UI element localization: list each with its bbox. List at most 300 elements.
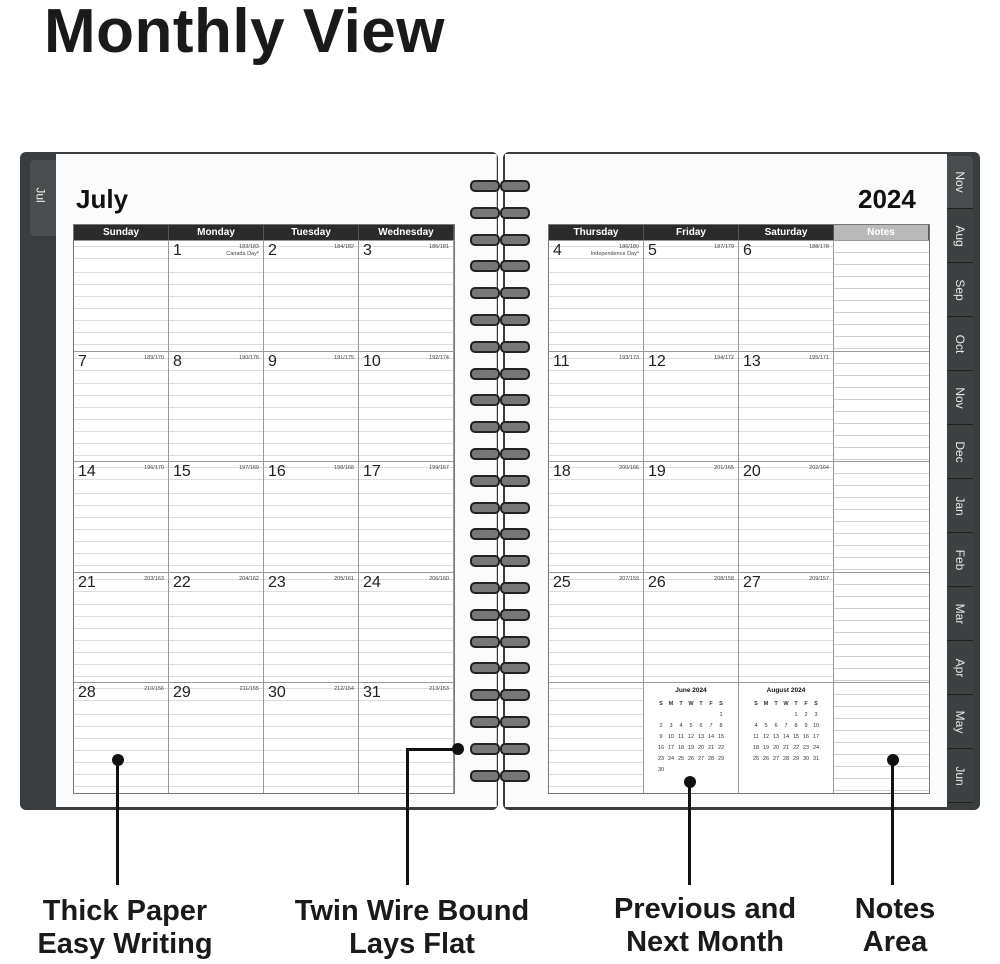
mini-day: 28 (782, 755, 790, 762)
day-of-year: 190/176 (239, 354, 259, 361)
day-cell (739, 351, 834, 462)
day-number: 14 (78, 463, 96, 481)
wire-ring (466, 582, 534, 592)
day-of-year: 213/153 (429, 686, 449, 693)
day-number: 15 (173, 463, 191, 481)
month-tab[interactable] (947, 588, 973, 641)
mini-day: 25 (752, 755, 760, 762)
year-heading: 2024 (858, 184, 916, 214)
mini-day: 17 (667, 744, 675, 751)
weekday-header: Monday (169, 225, 264, 240)
mini-day: 21 (782, 744, 790, 751)
month-tab[interactable] (947, 642, 973, 695)
notes-lines (834, 461, 929, 572)
day-count (429, 576, 449, 583)
month-tab-label: Apr (953, 658, 967, 678)
mini-day: 28 (707, 755, 715, 762)
month-tab[interactable] (947, 696, 973, 749)
day-count (591, 244, 639, 258)
day-number: 12 (648, 352, 666, 370)
notes-lines (834, 572, 929, 683)
mini-day: 30 (657, 766, 665, 773)
mini-day: 4 (754, 722, 758, 729)
mini-day: 27 (772, 755, 780, 762)
day-cell (264, 351, 359, 462)
day-cell (644, 351, 739, 462)
month-tab[interactable] (947, 210, 973, 263)
month-tab-label: Aug (953, 225, 967, 247)
wire-ring (466, 314, 534, 324)
month-tab[interactable] (947, 750, 973, 803)
day-of-year: 201/165 (714, 465, 734, 472)
day-of-year: 205/161 (334, 575, 354, 582)
month-tab-label: Oct (953, 334, 967, 354)
mini-day: 21 (707, 744, 715, 751)
mini-day: 3 (669, 722, 673, 729)
day-number: 18 (553, 463, 571, 481)
mini-day: 23 (657, 755, 665, 762)
day-of-year: 185/181 (429, 244, 449, 250)
day-cell (169, 351, 264, 462)
mini-day (751, 709, 761, 720)
day-count (334, 355, 354, 362)
day-number: 30 (268, 684, 286, 702)
day-cell (264, 682, 359, 793)
mini-day: 14 (782, 733, 790, 740)
day-of-year: 194/172 (714, 354, 734, 361)
mini-day (696, 764, 706, 775)
month-tab-label: Jun (953, 766, 967, 786)
day-cell (549, 572, 644, 683)
day-count (239, 465, 259, 472)
day-count (144, 576, 164, 583)
day-count (144, 686, 164, 693)
day-of-year: 186/180 (619, 244, 639, 250)
day-number: 2 (268, 242, 277, 259)
day-number: 22 (173, 573, 191, 591)
day-cell (74, 351, 169, 462)
day-cell (169, 461, 264, 572)
wire-ring (466, 689, 534, 699)
day-cell (549, 240, 644, 351)
mini-day: 26 (687, 755, 695, 762)
mini-day: 8 (719, 722, 723, 729)
mini-day: 10 (667, 733, 675, 740)
wire-ring (466, 770, 534, 780)
day-count (619, 355, 639, 362)
mini-weekday: M (763, 700, 769, 707)
mini-day: 11 (753, 733, 759, 740)
day-cell (169, 572, 264, 683)
mini-day: 13 (697, 733, 705, 740)
day-number: 10 (363, 352, 381, 370)
day-number: 31 (363, 684, 381, 702)
day-count (334, 686, 354, 693)
mini-day (676, 764, 686, 775)
month-tab-label: Mar (953, 603, 967, 625)
callout-line (688, 782, 691, 885)
day-cell (359, 461, 454, 572)
mini-day: 4 (679, 722, 683, 729)
day-of-year: 188/178 (809, 244, 829, 250)
day-count (226, 244, 259, 258)
mini-day: 15 (792, 733, 800, 740)
day-cell (644, 461, 739, 572)
wire-ring (466, 555, 534, 565)
day-cell (359, 572, 454, 683)
day-count (429, 355, 449, 362)
mini-day: 1 (719, 711, 723, 718)
wire-ring (466, 609, 534, 619)
day-of-year: 211/155 (239, 686, 259, 693)
mini-day: 27 (697, 755, 705, 762)
day-number: 13 (743, 352, 761, 370)
day-number: 16 (268, 463, 286, 481)
notes-header: Notes (834, 225, 929, 240)
mini-weekday: W (783, 700, 789, 707)
day-number: 26 (648, 573, 666, 591)
mini-day (656, 709, 666, 720)
day-cell (169, 240, 264, 351)
day-of-year: 202/164 (809, 465, 829, 472)
mini-day: 23 (802, 744, 810, 751)
wire-ring (466, 662, 534, 672)
day-number: 1 (173, 242, 182, 259)
month-tab-jul[interactable] (30, 160, 56, 236)
mini-day (666, 709, 676, 720)
mini-day: 11 (678, 733, 684, 740)
day-of-year: 183/183 (239, 244, 259, 250)
callout-prev-next-month: Previous and Next Month (613, 893, 797, 958)
calendar-grid-right (548, 224, 930, 794)
day-of-year: 196/170 (144, 465, 164, 472)
day-number: 24 (363, 573, 381, 591)
mini-day: 7 (784, 722, 788, 729)
mini-day: 12 (687, 733, 695, 740)
mini-day: 13 (772, 733, 780, 740)
day-number: 7 (78, 352, 87, 370)
notes-lines (834, 240, 929, 351)
day-of-year: 198/168 (334, 465, 354, 472)
mini-day: 24 (667, 755, 675, 762)
day-of-year: 197/169 (239, 465, 259, 472)
mini-day (706, 709, 716, 720)
callout-line (891, 760, 894, 885)
day-count (714, 355, 734, 362)
mini-day: 22 (792, 744, 800, 751)
month-tab[interactable] (947, 534, 973, 587)
wire-ring (466, 636, 534, 646)
wire-ring (466, 448, 534, 458)
month-tab[interactable] (947, 318, 973, 371)
weekday-header: Tuesday (264, 225, 359, 240)
day-count (714, 244, 734, 251)
day-number: 5 (648, 242, 657, 259)
day-cell (74, 572, 169, 683)
day-count (144, 355, 164, 362)
month-tab[interactable] (947, 426, 973, 479)
mini-day: 3 (814, 711, 818, 718)
mini-day: 2 (659, 722, 663, 729)
mini-calendar (739, 687, 833, 764)
day-count (429, 244, 449, 251)
day-number: 3 (363, 242, 372, 259)
mini-weekday: F (709, 700, 713, 707)
day-count (334, 465, 354, 472)
wire-ring (466, 260, 534, 270)
mini-day (676, 709, 686, 720)
callout-twin-wire: Twin Wire Bound Lays Flat (294, 895, 530, 960)
wire-ring (466, 207, 534, 217)
mini-weekday: S (659, 700, 663, 707)
day-of-year: 208/158 (714, 575, 734, 582)
day-count (809, 355, 829, 362)
day-of-year: 193/173 (619, 354, 639, 361)
mini-day (781, 709, 791, 720)
mini-day: 19 (687, 744, 695, 751)
mini-day: 22 (717, 744, 725, 751)
day-of-year: 209/157 (809, 575, 829, 582)
calendar-grid-left (73, 224, 455, 794)
mini-day: 7 (709, 722, 713, 729)
day-cell (74, 461, 169, 572)
day-cell (264, 240, 359, 351)
mini-day (771, 709, 781, 720)
wire-ring (466, 475, 534, 485)
mini-weekday: F (804, 700, 808, 707)
wire-ring (466, 234, 534, 244)
mini-weekday: T (774, 700, 778, 707)
weekday-header: Thursday (549, 225, 644, 240)
weekday-header: Saturday (739, 225, 834, 240)
month-tab-label: Dec (953, 441, 967, 463)
wire-ring (466, 528, 534, 538)
day-of-year: 189/170 (144, 354, 164, 361)
mini-day: 16 (657, 744, 665, 751)
day-of-year: 212/154 (334, 686, 354, 693)
mini-day (696, 709, 706, 720)
callout-line (116, 760, 119, 885)
mini-weekday: S (719, 700, 723, 707)
month-tab-label: Nov (953, 387, 967, 409)
mini-day: 5 (764, 722, 768, 729)
mini-day: 15 (717, 733, 725, 740)
day-count (714, 465, 734, 472)
month-heading: July (76, 184, 129, 214)
mini-day: 10 (812, 722, 820, 729)
day-count (334, 244, 354, 251)
day-cell (359, 240, 454, 351)
mini-calendar (644, 687, 738, 775)
day-cell (74, 682, 169, 793)
mini-day (706, 764, 716, 775)
notes-lines (834, 682, 929, 793)
notes-lines (834, 351, 929, 462)
mini-calendar-table (656, 698, 726, 775)
wire-ring (466, 368, 534, 378)
month-tab[interactable] (947, 372, 973, 425)
day-number: 23 (268, 573, 286, 591)
mini-weekday: S (754, 700, 758, 707)
day-of-year: 199/167 (429, 465, 449, 472)
month-tab[interactable] (947, 156, 973, 209)
holiday-label: Independence Day* (590, 251, 639, 257)
mini-day: 9 (659, 733, 663, 740)
mini-day: 24 (812, 744, 820, 751)
day-of-year: 191/175 (334, 354, 354, 361)
day-cell (739, 572, 834, 683)
wire-ring (466, 394, 534, 404)
day-count (334, 576, 354, 583)
month-tab-label: Jul (33, 187, 48, 203)
mini-day: 17 (812, 733, 820, 740)
wire-ring (466, 287, 534, 297)
mini-weekday: S (814, 700, 818, 707)
mini-day (686, 709, 696, 720)
mini-day: 29 (717, 755, 725, 762)
mini-weekday: W (688, 700, 694, 707)
day-cell (739, 461, 834, 572)
mini-day (686, 764, 696, 775)
day-of-year: 207/159 (619, 575, 639, 582)
day-of-year: 192/174 (429, 354, 449, 361)
day-cell (644, 572, 739, 683)
mini-day: 12 (762, 733, 770, 740)
mini-calendar-table (751, 698, 821, 764)
holiday-label: Canada Day* (226, 251, 259, 257)
day-cell (549, 682, 644, 793)
day-number: 8 (173, 352, 182, 370)
wire-ring (466, 716, 534, 726)
day-number: 28 (78, 684, 96, 702)
mini-day: 8 (794, 722, 798, 729)
weekday-header: Friday (644, 225, 739, 240)
mini-day: 20 (772, 744, 780, 751)
mini-day: 6 (774, 722, 778, 729)
mini-day: 5 (689, 722, 693, 729)
month-tab-label: Feb (953, 549, 967, 571)
mini-day: 9 (804, 722, 808, 729)
mini-day: 1 (794, 711, 798, 718)
wire-ring (466, 502, 534, 512)
day-number: 25 (553, 573, 571, 591)
day-of-year: 206/160 (429, 575, 449, 582)
month-tab-label: Nov (953, 171, 967, 193)
day-number: 6 (743, 242, 752, 259)
day-cell (359, 351, 454, 462)
day-count (239, 355, 259, 362)
month-tab-label: May (953, 710, 967, 734)
day-number: 11 (553, 352, 570, 370)
mini-day: 31 (812, 755, 820, 762)
mini-day: 25 (677, 755, 685, 762)
day-cell (739, 240, 834, 351)
day-cell (644, 240, 739, 351)
mini-calendar-cell (739, 682, 834, 793)
day-cell (549, 461, 644, 572)
day-number: 9 (268, 352, 277, 370)
day-of-year: 210/156 (144, 686, 164, 693)
mini-calendar-title: August 2024 (766, 687, 806, 695)
mini-day: 18 (677, 744, 685, 751)
weekday-header: Wednesday (359, 225, 454, 240)
wire-ring (466, 180, 534, 190)
day-cell (264, 461, 359, 572)
mini-day: 19 (762, 744, 770, 751)
day-count (240, 686, 259, 693)
weekday-header: Sunday (74, 225, 169, 240)
day-cell (74, 240, 169, 351)
day-count (429, 465, 449, 472)
day-number: 19 (648, 463, 666, 481)
day-number: 17 (363, 463, 381, 481)
mini-day: 6 (699, 722, 703, 729)
day-number: 29 (173, 684, 191, 702)
callout-line (406, 748, 409, 885)
month-tab[interactable] (947, 480, 973, 533)
callout-thick-paper: Thick Paper Easy Writing (37, 895, 213, 960)
mini-day: 14 (707, 733, 715, 740)
day-number: 4 (553, 242, 562, 259)
day-number: 21 (78, 573, 96, 591)
month-tab-label: Sep (953, 279, 967, 301)
day-count (809, 244, 829, 251)
day-of-year: 200/166 (619, 465, 639, 472)
month-tab-label: Jan (953, 496, 967, 516)
callout-line (406, 748, 454, 751)
day-count (619, 576, 639, 583)
day-cell (169, 682, 264, 793)
mini-day (716, 764, 726, 775)
page-title: Monthly View (44, 0, 446, 66)
mini-day: 2 (804, 711, 808, 718)
mini-day: 29 (792, 755, 800, 762)
day-of-year: 187/179 (714, 244, 734, 250)
day-count (144, 465, 164, 472)
mini-day: 26 (762, 755, 770, 762)
wire-ring (466, 743, 534, 753)
mini-weekday: M (668, 700, 674, 707)
mini-calendar-title: June 2024 (675, 687, 707, 695)
day-of-year: 203/163 (144, 575, 164, 582)
mini-day (666, 764, 676, 775)
mini-weekday: T (794, 700, 798, 707)
mini-weekday: T (679, 700, 683, 707)
callout-notes-area: Notes Area (854, 893, 936, 958)
mini-day: 18 (752, 744, 760, 751)
mini-day: 16 (802, 733, 810, 740)
month-tab[interactable] (947, 264, 973, 317)
day-cell (264, 572, 359, 683)
day-of-year: 184/182 (334, 244, 354, 250)
day-count (619, 465, 639, 472)
wire-ring (466, 421, 534, 431)
day-number: 20 (743, 463, 761, 481)
day-count (714, 576, 734, 583)
day-of-year: 204/162 (239, 575, 259, 582)
mini-day: 30 (802, 755, 810, 762)
day-number: 27 (743, 573, 761, 591)
day-cell (549, 351, 644, 462)
day-count (429, 686, 449, 693)
day-of-year: 195/171 (809, 354, 829, 361)
wire-ring (466, 341, 534, 351)
mini-day: 20 (697, 744, 705, 751)
mini-day (761, 709, 771, 720)
day-count (239, 576, 259, 583)
mini-weekday: T (699, 700, 703, 707)
day-count (809, 576, 829, 583)
